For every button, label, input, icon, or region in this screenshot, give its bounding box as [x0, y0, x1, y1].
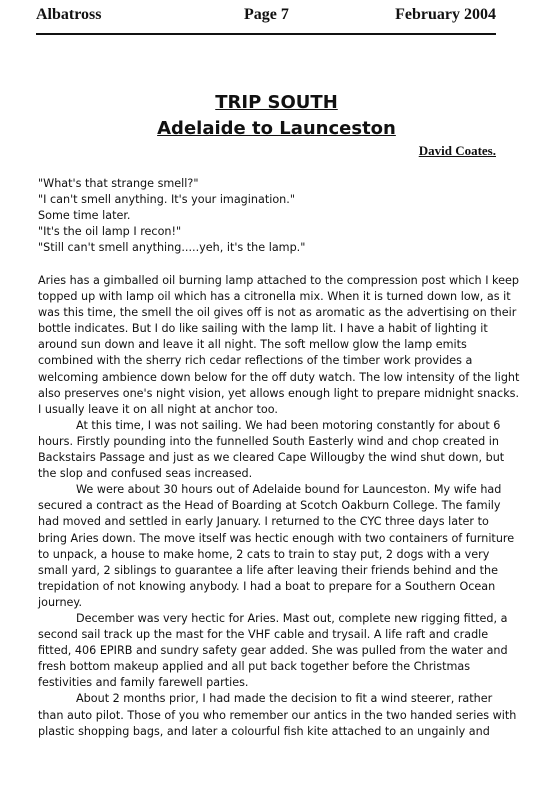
body-paragraph: About 2 months prior, I had made the decision to fit a wind steerer, rather than auto pilot. Those of you who remember our antics in the two handed series with plastic shopping bags, and later a colourful fish kite attached to an ungainly and	[38, 692, 517, 738]
issue-date: February 2004	[395, 6, 496, 23]
article-subtitle: Adelaide to Launceston	[157, 118, 396, 139]
article-title: TRIP SOUTH	[215, 92, 338, 113]
body-paragraph: At this time, I was not sailing. We had been motoring constantly for about 6 hours. Firstly pounding into the funnelled South Easterly wind and chop created in Backstairs Passage and just as we cleared Cape Willougby the wind shut down, but the slop and confused seas increased.	[38, 418, 505, 481]
dialogue-line: "What's that strange smell?"	[38, 177, 199, 190]
publication-name: Albatross	[36, 6, 102, 23]
body-paragraph: December was very hectic for Aries. Mast out, complete new rigging fitted, a second sail track up the mast for the VHF cable and trysail. A life raft and cradle fitted, 406 EPIRB and sundry safety gear added. She was pulled from the water and fresh bottom makeup applied and all put back together before the Christmas festivities and family farewell parties.	[38, 611, 508, 690]
dialogue-line: Some time later.	[38, 209, 131, 222]
body-paragraph: Aries has a gimballed oil burning lamp attached to the compression post which I keep topped up with lamp oil which has a citronella mix. When it is turned down low, as it was this time, the smell the oil gives off is not as aromatic as the advertising on their bottle indicates. But I do like sailing with the lamp lit. I have a habit of lighting it around sun down and leave it all night. The soft mellow glow the lamp emits combined with the sherry rich cedar reflections of the timber work provides a welcoming ambience down below for the off duty watch. The low intensity of the light also preserves one's night vision, yet allows enough light to prepare midnight snacks. I usually leave it on all night at anchor too.	[38, 274, 520, 416]
page-number: Page 7	[244, 6, 289, 23]
dialogue-line: "Still can't smell anything.....yeh, it's the lamp."	[38, 241, 306, 254]
page-header	[36, 6, 496, 30]
article-author: David Coates.	[418, 143, 496, 158]
dialogue-line: "It's the oil lamp I recon!"	[38, 225, 182, 238]
header-rule	[36, 33, 496, 35]
opening-dialogue	[38, 176, 518, 256]
body-paragraph: We were about 30 hours out of Adelaide bound for Launceston. My wife had secured a contract as the Head of Boarding at Scotch Oakburn College. The family had moved and settled in early January. I returned to the CYC three days later to bring Aries down. The move itself was hectic enough with two containers of furniture to unpack, a house to make home, 2 cats to train to stay put, 2 dogs with a very small yard, 2 siblings to guarantee a life after leaving their friends behind and the trepidation of not knowing anybody. I had a boat to prepare for a Southern Ocean journey.	[38, 483, 515, 609]
dialogue-line: "I can't smell anything. It's your imagination."	[38, 193, 295, 206]
article-body	[38, 273, 520, 740]
